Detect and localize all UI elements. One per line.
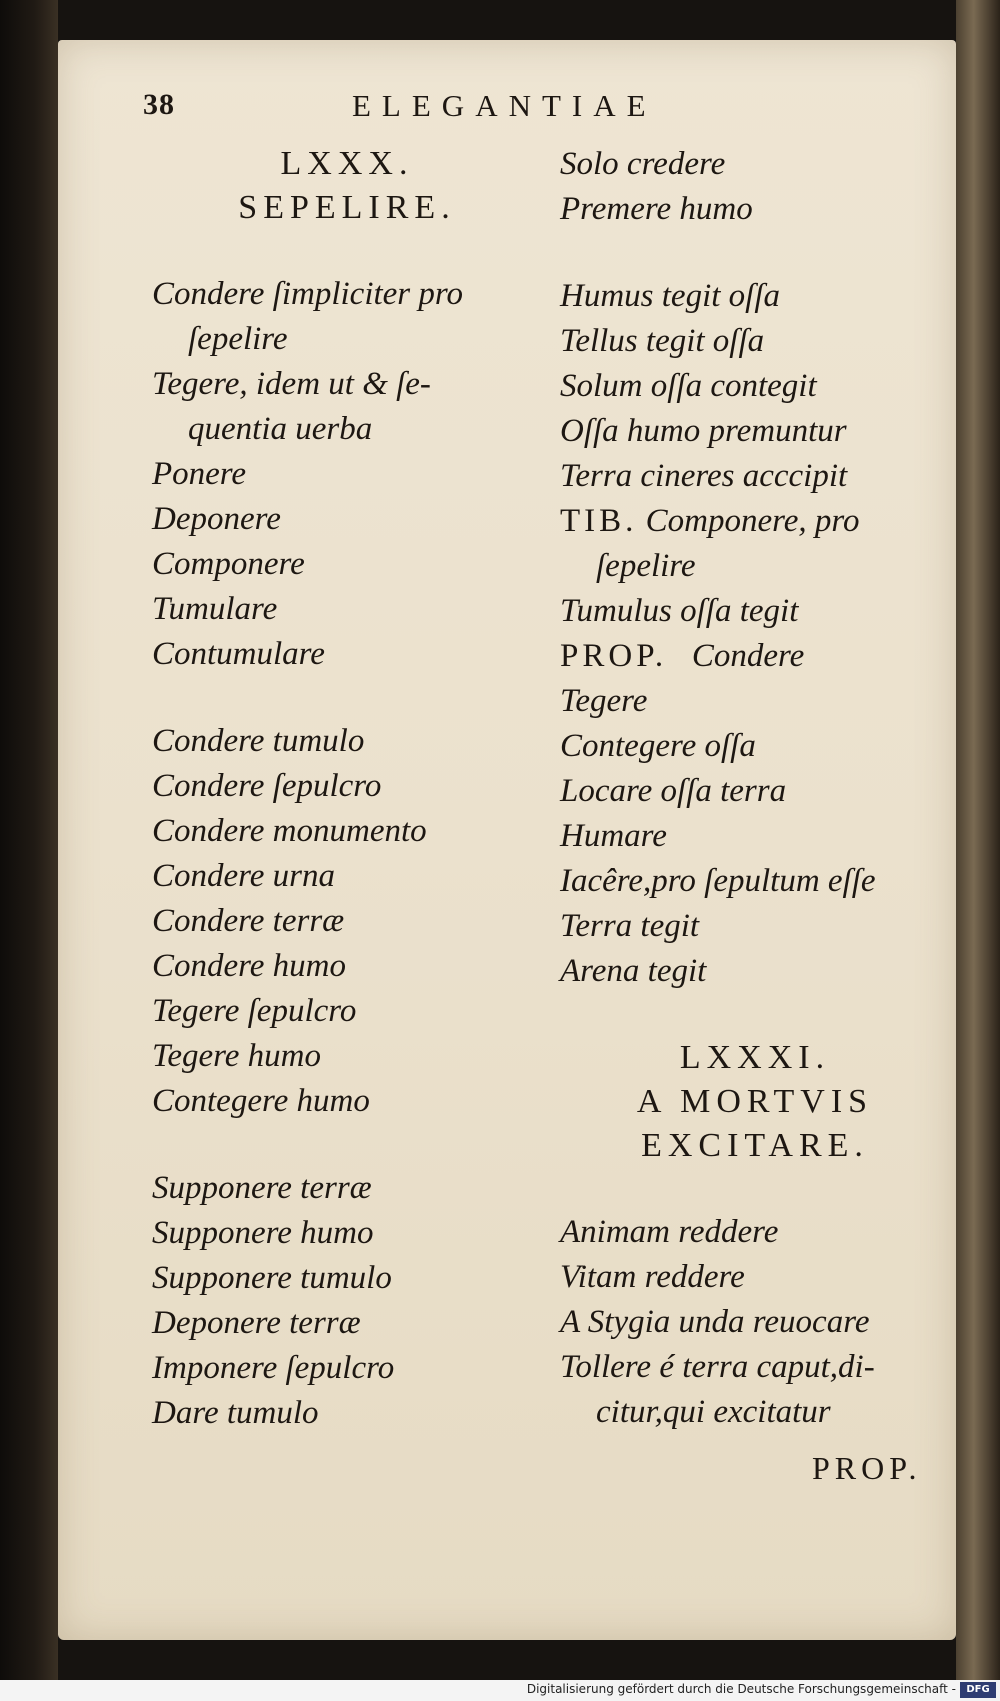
- entry: A Stygia unda reuocare: [560, 1304, 870, 1340]
- entry: Imponere ſepulcro: [152, 1350, 395, 1386]
- entry-text: Componere, pro: [645, 503, 860, 539]
- entry: Humus tegit oſſa: [560, 278, 780, 314]
- dfg-logo-icon: DFG: [960, 1682, 996, 1698]
- entry: Deponere terræ: [152, 1305, 361, 1341]
- section-title: A MORTVIS: [636, 1083, 874, 1120]
- entry: Tegere ſepulcro: [152, 993, 357, 1029]
- running-head: [0, 88, 1000, 128]
- source-entry-prop: [560, 634, 950, 679]
- section-number: LXXX.: [280, 145, 414, 182]
- section-title: SEPELIRE.: [238, 189, 456, 226]
- entry: Tegere: [560, 683, 648, 719]
- entry: Locare oſſa terra: [560, 773, 787, 809]
- source-label: TIB.: [560, 503, 638, 539]
- section-number: LXXXI.: [679, 1039, 831, 1076]
- entry: Contumulare: [152, 636, 325, 672]
- entry: Animam reddere: [560, 1214, 779, 1250]
- entry: Tumulus oſſa tegit: [560, 593, 799, 629]
- entry: Supponere tumulo: [152, 1260, 392, 1296]
- entry-group: [152, 272, 542, 677]
- entry-group: [152, 719, 542, 1124]
- entry: Condere ſimpliciter pro: [152, 276, 464, 312]
- entry: Oſſa humo premuntur: [560, 413, 847, 449]
- digitization-footer: [0, 1680, 1000, 1701]
- entry: Contegere oſſa: [560, 728, 756, 764]
- entry: Dare tumulo: [152, 1395, 319, 1431]
- entry: Tellus tegit oſſa: [560, 323, 765, 359]
- entry: Tumulare: [152, 591, 278, 627]
- entry: Iacêre,pro ſepultum eſſe: [560, 863, 876, 899]
- entry: Premere humo: [560, 191, 753, 227]
- entry: Tegere, idem ut & ſe-: [152, 366, 431, 402]
- entry: Vitam reddere: [560, 1259, 745, 1295]
- entry: Condere tumulo: [152, 723, 365, 759]
- entry: Solo credere: [560, 146, 726, 182]
- entry-text: Condere: [691, 638, 805, 674]
- entry: Terra tegit: [560, 908, 700, 944]
- source-entry-tib: [560, 499, 950, 544]
- entry-group: [560, 274, 950, 499]
- source-label: PROP.: [560, 638, 668, 674]
- entry-group: [560, 1210, 950, 1435]
- entry: Solum oſſa contegit: [560, 368, 817, 404]
- entry: Contegere humo: [152, 1083, 370, 1119]
- footer-credit: Digitalisierung gefördert durch die Deutsche Forschungsgemeinschaft -: [526, 1682, 956, 1696]
- entry: Condere ſepulcro: [152, 768, 382, 804]
- entry-group: [560, 679, 950, 994]
- entry: Componere: [152, 546, 305, 582]
- entry: citur,qui excitatur: [596, 1394, 831, 1430]
- entry: Condere terræ: [152, 903, 345, 939]
- right-column: [560, 142, 950, 1435]
- entry: Terra cineres acccipit: [560, 458, 848, 494]
- running-title: ELEGANTIAE: [352, 88, 657, 123]
- book-binding-left: [0, 0, 58, 1701]
- entry: Tegere humo: [152, 1038, 321, 1074]
- entry: Humare: [560, 818, 667, 854]
- entry: Ponere: [152, 456, 247, 492]
- entry: Deponere: [152, 501, 281, 537]
- section-title: EXCITARE.: [641, 1127, 869, 1164]
- entry: quentia uerba: [188, 411, 373, 447]
- entry: Arena tegit: [560, 953, 707, 989]
- entry: Condere monumento: [152, 813, 427, 849]
- entry: Condere humo: [152, 948, 347, 984]
- page-stack-right: [956, 0, 1000, 1680]
- entry: Supponere humo: [152, 1215, 374, 1251]
- entry: Condere urna: [152, 858, 336, 894]
- entry-group: [152, 1166, 542, 1436]
- left-column: [152, 142, 542, 1436]
- entry: Tollere é terra caput,di-: [560, 1349, 875, 1385]
- entry: ſepelire: [188, 321, 288, 357]
- entry: ſepelire: [596, 548, 696, 584]
- page-number: 38: [143, 88, 175, 121]
- entry: Supponere terræ: [152, 1170, 372, 1206]
- catchword: PROP.: [812, 1450, 922, 1486]
